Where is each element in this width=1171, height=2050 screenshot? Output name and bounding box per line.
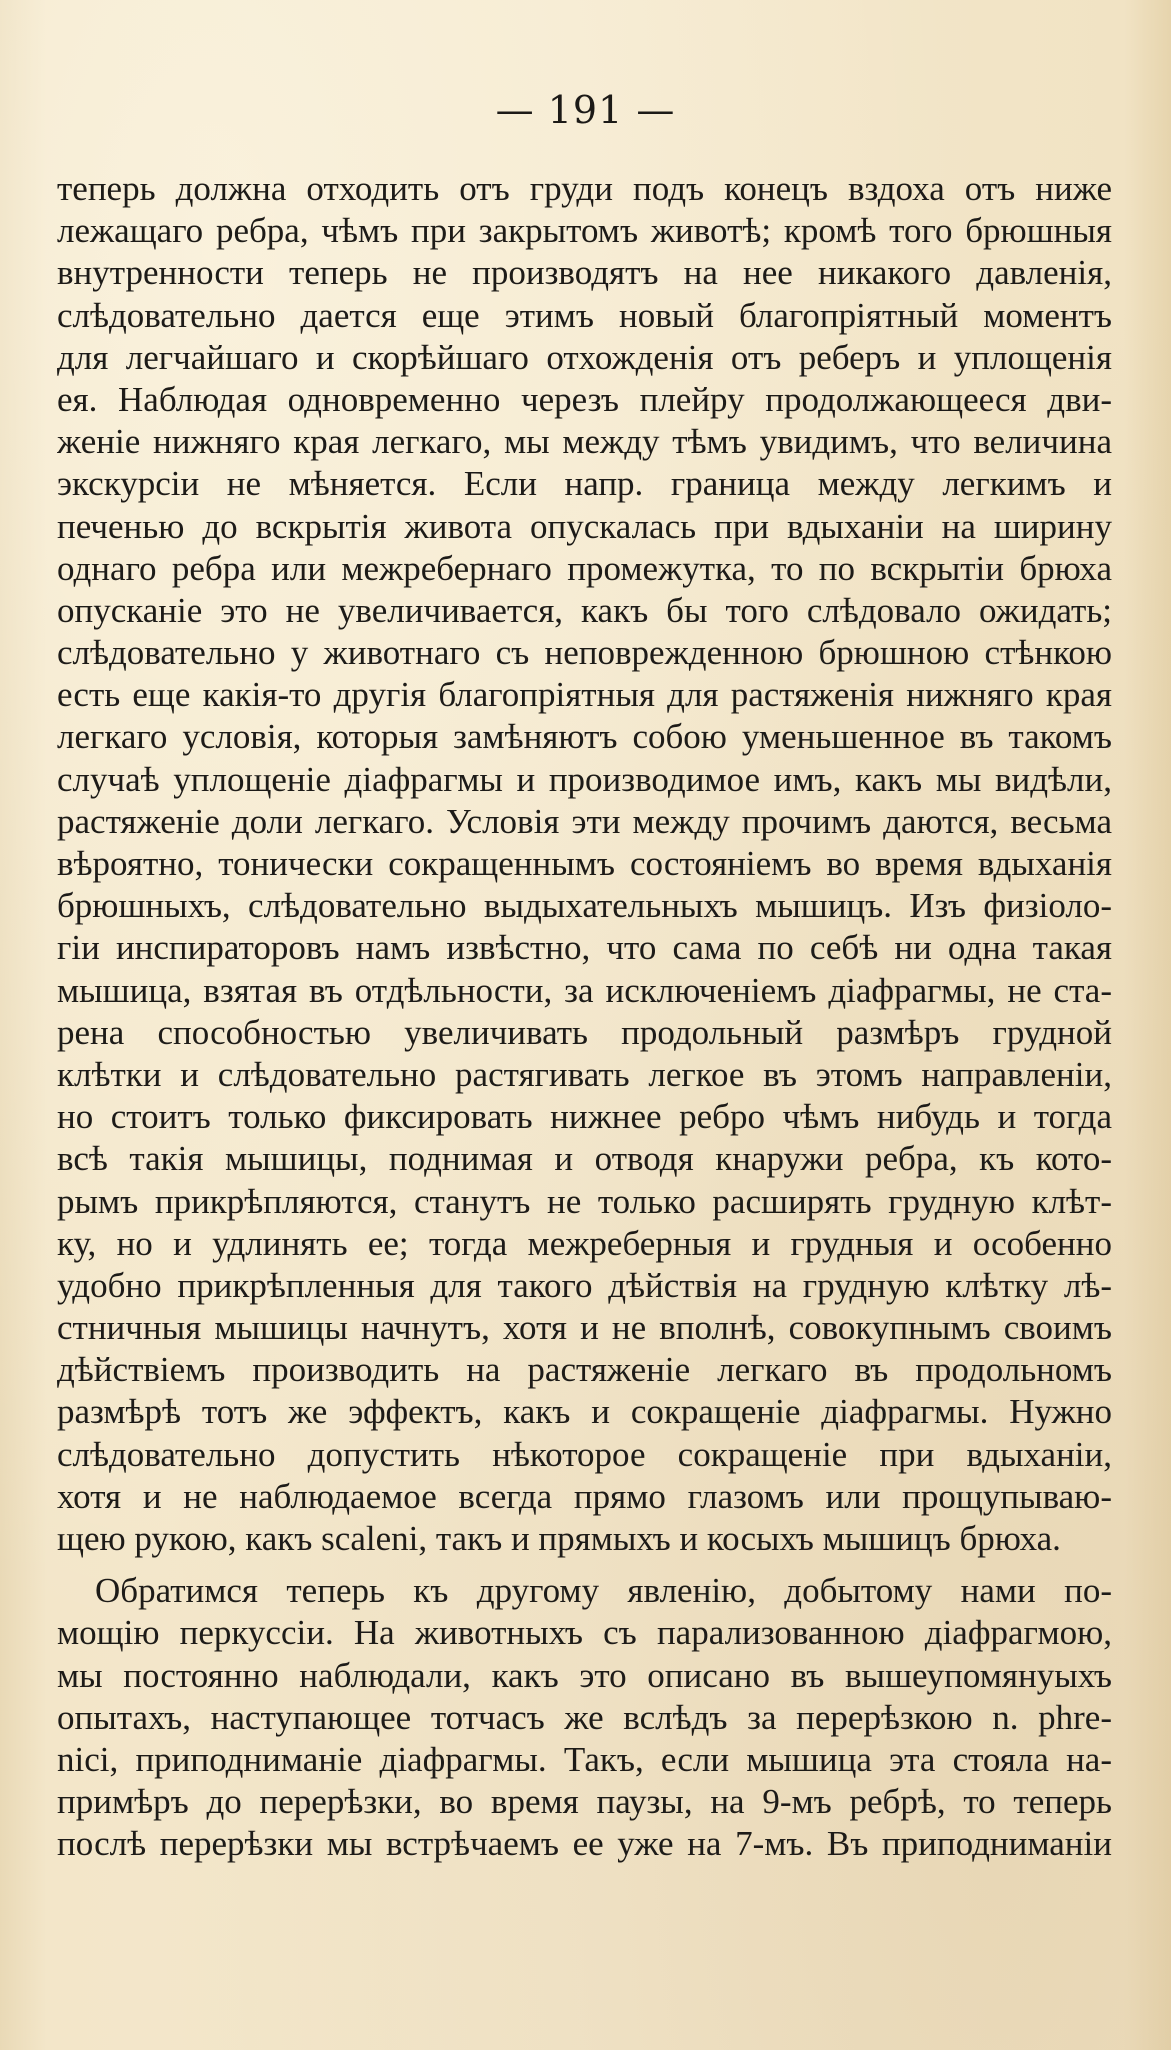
text-line: экскурсіи не мѣняется. Если напр. граница между легкимъ и <box>57 464 1112 504</box>
text-line: лежащаго ребра, чѣмъ при закрытомъ животѣ; кромѣ того брюшныя <box>57 211 1112 251</box>
text-line: размѣрѣ тотъ же эффектъ, какъ и сокращеніе діафрагмы. Нужно <box>57 1392 1112 1432</box>
text-line: случаѣ уплощеніе діафрагмы и производимое имъ, какъ мы видѣли, <box>57 759 1112 799</box>
body-text <box>57 168 1112 1866</box>
text-line: опытахъ, наступающее тотчасъ же вслѣдъ за перерѣзкою n. phre- <box>57 1697 1112 1737</box>
text-line: внутренности теперь не производятъ на нее никакого давленія, <box>57 253 1112 293</box>
text-line: мы постоянно наблюдали, какъ это описано въ вышеупомянуыхъ <box>57 1655 1112 1695</box>
text-line: рымъ прикрѣпляются, станутъ не только расширять грудную клѣт- <box>57 1181 1112 1221</box>
text-line: мышица, взятая въ отдѣльности, за исключеніемъ діафрагмы, не ста- <box>57 970 1112 1010</box>
text-line: примѣръ до перерѣзки, во время паузы, на 9-мъ ребрѣ, то теперь <box>57 1782 1112 1822</box>
text-line: рена способностью увеличивать продольный размѣръ грудной <box>57 1012 1112 1052</box>
text-line: nici, приподниманіе діафрагмы. Такъ, если мышица эта стояла на- <box>57 1739 1112 1779</box>
text-line: слѣдовательно у животнаго съ неповрежденною брюшною стѣнкою <box>57 633 1112 673</box>
text-line: легкаго условія, которыя замѣняютъ собою уменьшенное въ такомъ <box>57 717 1112 757</box>
text-line: брюшныхъ, слѣдовательно выдыхательныхъ мышицъ. Изъ физіоло- <box>57 886 1112 926</box>
text-line: вѣроятно, тонически сокращеннымъ состояніемъ во время вдыханія <box>57 844 1112 883</box>
text-line: хотя и не наблюдаемое всегда прямо глазомъ или прощупываю- <box>57 1476 1112 1516</box>
text-line: стничныя мышицы начнутъ, хотя и не вполнѣ, совокупнымъ своимъ <box>57 1308 1112 1348</box>
text-line: клѣтки и слѣдовательно растягивать легкое въ этомъ направленіи, <box>57 1054 1112 1094</box>
page-number: — 191 — <box>495 88 676 132</box>
text-line: слѣдовательно дается еще этимъ новый благопріятный моментъ <box>57 295 1112 335</box>
text-line: гіи инспираторовъ намъ извѣстно, что сама по себѣ ни одна такая <box>57 928 1112 968</box>
text-line: дѣйствіемъ производить на растяженіе легкаго въ продольномъ <box>57 1350 1112 1390</box>
text-line: удобно прикрѣпленныя для такого дѣйствія на грудную клѣтку лѣ- <box>57 1265 1112 1305</box>
text-line: послѣ перерѣзки мы встрѣчаемъ ее уже на 7-мъ. Въ приподниманіи <box>57 1824 1112 1864</box>
text-line: щею рукою, какъ scaleni, такъ и прямыхъ и косыхъ мышицъ брюха. <box>57 1519 1061 1558</box>
text-line: женіе нижняго края легкаго, мы между тѣмъ увидимъ, что величина <box>57 422 1112 462</box>
text-line: но стоитъ только фиксировать нижнее ребро чѣмъ нибудь и тогда <box>57 1097 1112 1137</box>
text-line: теперь должна отходить отъ груди подъ конецъ вздоха отъ ниже <box>57 169 1112 208</box>
text-line: есть еще какія-то другія благопріятныя для растяженія нижняго края <box>57 675 1112 715</box>
text-line: Обратимся теперь къ другому явленію, добытому нами по- <box>95 1571 1112 1611</box>
text-line: растяженіе доли легкаго. Условія эти между прочимъ даются, весьма <box>57 801 1112 841</box>
text-line: слѣдовательно допустить нѣкоторое сокращеніе при вдыханіи, <box>57 1434 1112 1474</box>
text-line: печенью до вскрытія живота опускалась при вдыханіи на ширину <box>57 506 1112 546</box>
text-line: для легчайшаго и скорѣйшаго отхожденія отъ реберъ и уплощенія <box>57 337 1112 377</box>
text-line: ея. Наблюдая одновременно черезъ плейру продолжающееся дви- <box>57 379 1112 419</box>
text-line: всѣ такія мышицы, поднимая и отводя кнаружи ребра, къ кото- <box>57 1139 1112 1179</box>
text-line: ку, но и удлинять ее; тогда межреберныя и грудныя и особенно <box>57 1223 1112 1263</box>
text-line: мощію перкуссіи. На животныхъ съ парализованною діафрагмою, <box>57 1613 1112 1653</box>
text-line: опусканіе это не увеличивается, какъ бы того слѣдовало ожидать; <box>57 590 1112 630</box>
text-line: однаго ребра или межребернаго промежутка, то по вскрытіи брюха <box>57 548 1112 588</box>
